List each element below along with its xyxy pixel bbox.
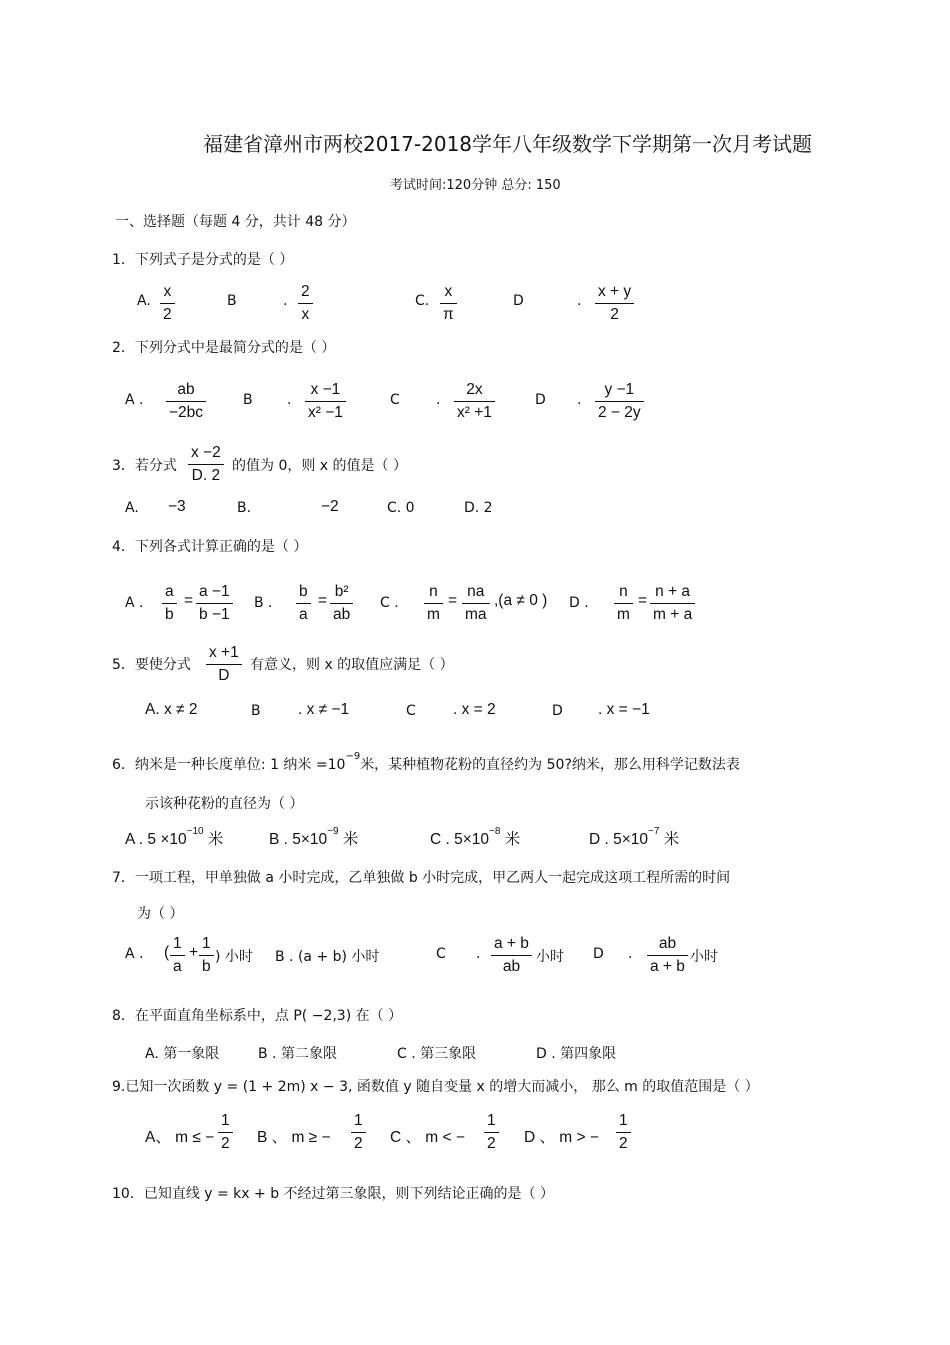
q4-a-label: A . <box>125 595 144 611</box>
q7-a-open: ( <box>164 944 170 961</box>
q7-c-label: C <box>436 946 446 962</box>
q7-c-unit: 小时 <box>536 949 564 965</box>
q7-d-unit: 小时 <box>690 949 718 965</box>
q5-frac: $\frac{x +1}{D}$ <box>206 642 242 687</box>
q1-d-label: D <box>513 293 524 309</box>
q5-d-label: D <box>552 703 563 719</box>
q7-a-label: A . <box>125 946 144 962</box>
q4-c-lhs: $\frac{n}{m}$ <box>424 581 443 626</box>
q3-b-label: B. <box>237 500 252 516</box>
q9-stem: 9.已知一次函数 y = (1 + 2m) x − 3, 函数值 y 随自变量 x 的增大而减小， 那么 m 的取值范围是（ ） <box>112 1079 759 1095</box>
q3-b-value: −2 <box>321 498 339 515</box>
q6-a-option: A . $5 \times 10^{-10}$ 米 <box>125 826 224 848</box>
q9-a-option: A、 m ≤ − <box>145 1129 215 1146</box>
q4-a-lhs: $\frac{a}{b}$ <box>162 581 177 626</box>
q1-c-label: C. <box>415 293 430 309</box>
q9-b-option: B 、 m ≥ − <box>257 1129 331 1146</box>
q8-c-option: C . 第三象限 <box>397 1046 477 1062</box>
q4-b-equals: = <box>318 592 328 609</box>
q8-b-option: B . 第二象限 <box>258 1046 337 1062</box>
q3-frac: $\frac{x -2}{D. 2}$ <box>188 442 224 487</box>
q7-a-unit: ) 小时 <box>215 949 253 965</box>
q7-a-frac2: $\frac{1}{b}$ <box>199 933 214 978</box>
q4-c-condition: ,(a ≠ 0 ) <box>494 592 548 609</box>
q5-b-value: . x ≠ −1 <box>298 701 350 718</box>
q3-a-label: A. <box>125 500 139 516</box>
q2-a-frac: $\frac{ab}{-2bc}$ <box>166 379 206 424</box>
q4-c-rhs: $\frac{na}{ma}$ <box>462 581 490 626</box>
q5-c-label: C <box>406 703 416 719</box>
q5-a-option: A. x ≠ 2 <box>145 701 198 718</box>
q10-stem: 10．已知直线 y = kx + b 不经过第三象限，则下列结论正确的是（ ） <box>112 1186 554 1202</box>
q1-b-frac: $\frac{2}{x}$ <box>298 281 313 326</box>
q5-d-value: . x = −1 <box>598 701 650 718</box>
q4-d-equals: = <box>638 592 648 609</box>
q4-b-rhs: $\frac{\text{b²}}{ab}$ <box>330 581 353 626</box>
q1-c-frac: $\frac{x}{\pi}$ <box>440 281 457 326</box>
q7-stem-line2: 为（ ） <box>137 906 184 922</box>
q9-a-frac: $\frac{1}{2}$ <box>218 1110 233 1155</box>
q2-d-label: D <box>535 392 546 408</box>
q5-c-value: . x = 2 <box>453 701 496 718</box>
q2-stem: 2．下列分式中是最简分式的是（ ） <box>112 340 336 356</box>
q7-d-label: D <box>593 946 604 962</box>
q7-a-frac1: $\frac{1}{a}$ <box>170 933 185 978</box>
q1-d-dot: . <box>577 293 582 309</box>
q4-d-lhs: $\frac{n}{m}$ <box>614 581 633 626</box>
q8-a-option: A. 第一象限 <box>145 1046 220 1062</box>
q7-d-frac: $\frac{ab}{a + b}$ <box>647 933 688 978</box>
q4-stem: 4．下列各式计算正确的是（ ） <box>112 539 308 555</box>
q2-d-dot: . <box>577 392 582 408</box>
q2-c-label: C <box>390 392 400 408</box>
q4-b-lhs: $\frac{b}{a}$ <box>296 581 311 626</box>
q4-d-rhs: $\frac{n + a}{m + a}$ <box>650 581 695 626</box>
q3-a-value: −3 <box>168 498 186 515</box>
q9-c-frac: $\frac{1}{2}$ <box>484 1110 499 1155</box>
q6-stem-line2: 示该种花粉的直径为（ ） <box>145 796 304 812</box>
q9-c-option: C 、 m < − <box>390 1129 465 1146</box>
q6-b-option: B . $5\times 10^{-9}$ 米 <box>269 826 359 848</box>
q3-stem-pre: 3．若分式 <box>112 458 177 474</box>
exam-info: 考试时间:120分钟 总分: 150 <box>390 178 561 193</box>
q1-stem: 1．下列式子是分式的是（ ） <box>112 252 294 268</box>
q6-stem-line1: 6．纳米是一种长度单位: 1 纳米 $=10^{-9}$米，某种植物花粉的直径约为 50?纳米，那么用科学记数法表 <box>112 751 740 773</box>
q2-d-frac: $\frac{y -1}{2 - 2y}$ <box>595 379 644 424</box>
q7-stem-line1: 7．一项工程，甲单独做 a 小时完成，乙单独做 b 小时完成，甲乙两人一起完成这项工程所需的时间 <box>112 870 731 886</box>
page-title: 福建省漳州市两校2017-2018学年八年级数学下学期第一次月考试题 <box>203 132 813 156</box>
q7-c-frac: $\frac{a + b}{ab}$ <box>491 933 532 978</box>
q2-b-label: B <box>243 392 253 408</box>
q4-b-label: B . <box>254 595 273 611</box>
q2-b-dot: . <box>287 392 292 408</box>
q6-c-option: C . $5\times 10^{-8}$ 米 <box>430 826 521 848</box>
q5-b-label: B <box>251 703 261 719</box>
q4-a-rhs: $\frac{a -1}{b -1}$ <box>196 581 233 626</box>
q3-c-option: C. 0 <box>387 500 415 516</box>
q1-b-label: B <box>227 293 237 309</box>
q3-stem-post: 的值为 0，则 x 的值是（ ） <box>232 458 407 474</box>
q8-stem: 8．在平面直角坐标系中，点 P( −2,3) 在（ ） <box>112 1008 403 1024</box>
q4-a-equals: = <box>184 592 194 609</box>
q7-d-dot: . <box>628 946 633 962</box>
q5-stem-post: 有意义，则 x 的取值应满足（ ） <box>250 657 454 673</box>
q7-b-option: B . (a + b) 小时 <box>275 949 380 965</box>
q4-d-label: D . <box>569 595 589 611</box>
q2-c-frac: $\frac{2x}{\text{x² +1}}$ <box>454 379 495 424</box>
q5-stem-pre: 5．要使分式 <box>112 657 191 673</box>
q4-c-equals: = <box>448 592 458 609</box>
q2-c-dot: . <box>436 392 441 408</box>
q2-b-frac: $\frac{x -1}{\text{x² −1}}$ <box>305 379 346 424</box>
q3-d-option: D. 2 <box>464 500 493 516</box>
q8-d-option: D . 第四象限 <box>536 1046 617 1062</box>
q9-d-option: D 、 m > − <box>524 1129 599 1146</box>
q1-a-frac: $\frac{x}{2}$ <box>160 281 175 326</box>
q6-d-option: D . $5\times 10^{-7}$ 米 <box>589 826 680 848</box>
q9-b-frac: $\frac{1}{2}$ <box>351 1110 366 1155</box>
section-heading: 一、选择题（每题 4 分，共计 48 分） <box>115 214 356 230</box>
q1-a-label: A. <box>137 293 151 309</box>
q2-a-label: A . <box>125 392 144 408</box>
q1-d-frac: $\frac{x + y}{2}$ <box>595 281 634 326</box>
q9-d-frac: $\frac{1}{2}$ <box>616 1110 631 1155</box>
q7-a-plus: + <box>189 944 199 961</box>
q4-c-label: C . <box>380 595 399 611</box>
q7-c-dot: . <box>476 946 481 962</box>
q1-b-dot: . <box>283 293 288 309</box>
